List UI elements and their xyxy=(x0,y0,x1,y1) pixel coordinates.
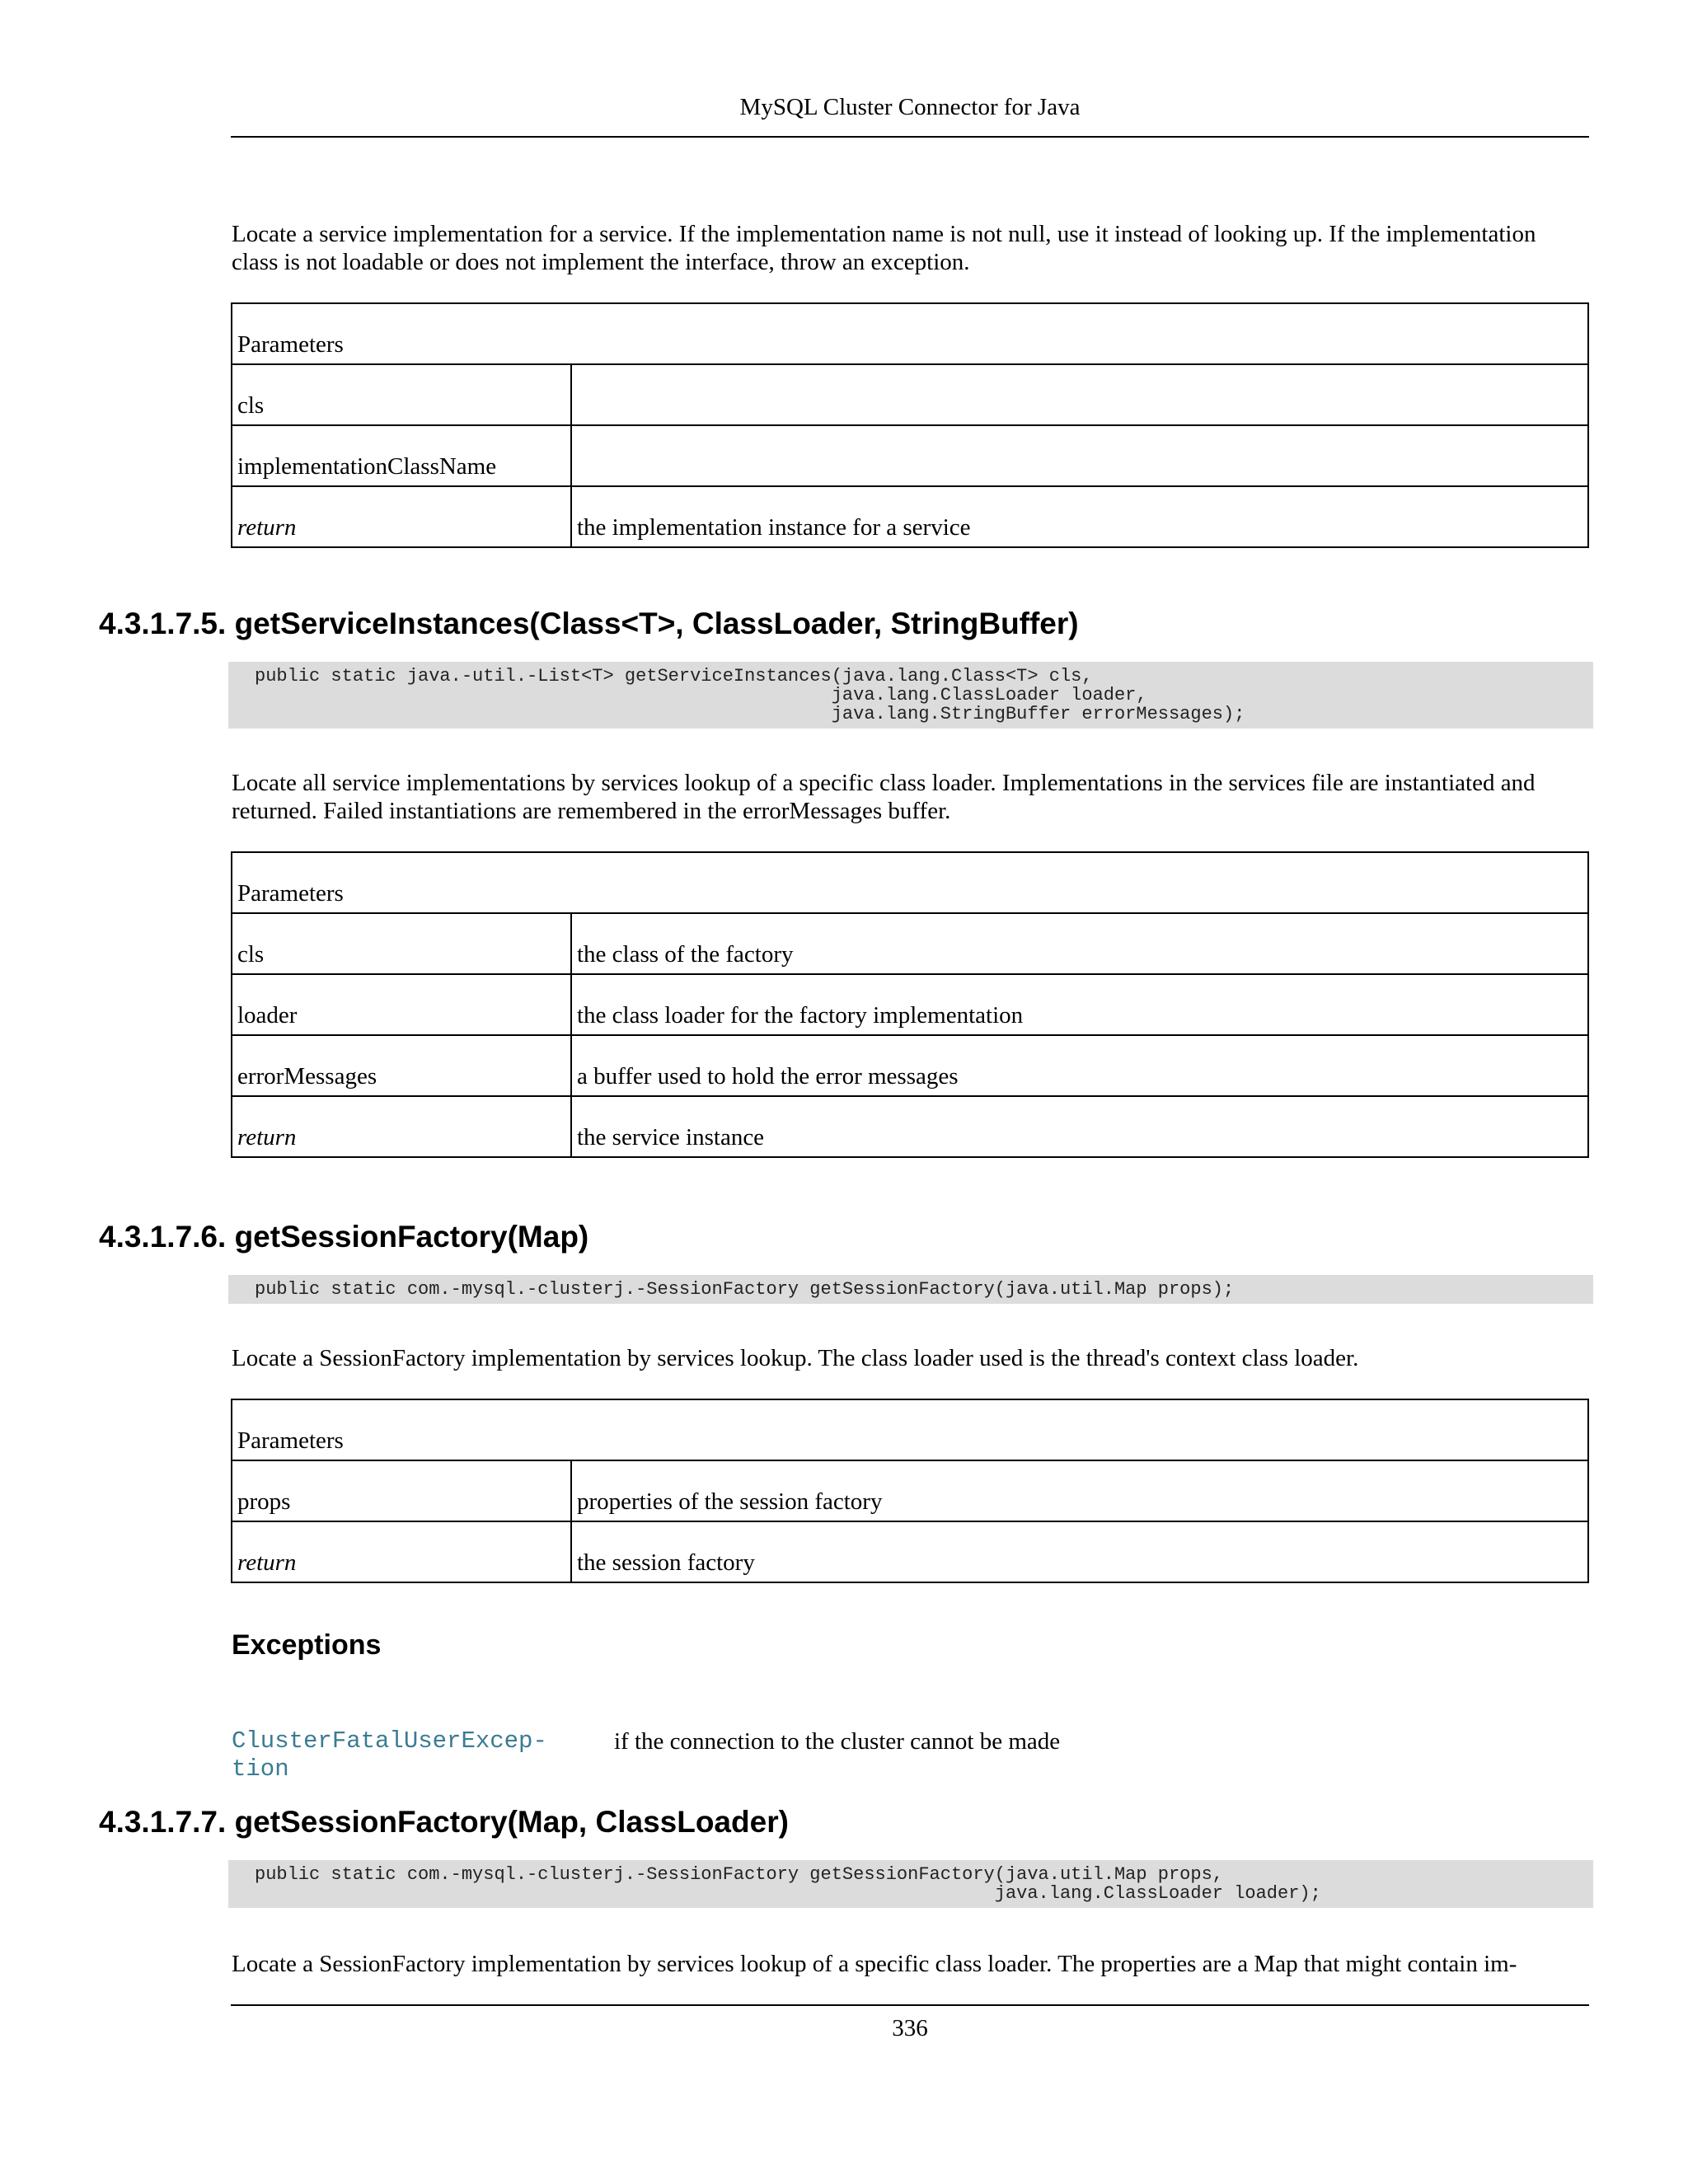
page-number: 336 xyxy=(892,2015,928,2041)
method-description: Locate a SessionFactory implementation by services lookup of a specific class loader. The properties are a Map that might contain im- xyxy=(232,1951,1517,1977)
table-row xyxy=(232,913,1588,974)
param-name: return xyxy=(232,1521,571,1582)
param-name: props xyxy=(232,1460,571,1521)
exceptions-heading: Exceptions xyxy=(232,1629,382,1661)
param-name: return xyxy=(232,1096,571,1157)
parameters-header: Parameters xyxy=(232,303,1588,364)
param-name: loader xyxy=(232,974,571,1035)
header-rule xyxy=(231,136,1589,138)
section-heading-getsessionfactory-map-classloader: 4.3.1.7.7. getSessionFactory(Map, ClassLoader) xyxy=(99,1805,789,1839)
param-name: errorMessages xyxy=(232,1035,571,1096)
param-desc: a buffer used to hold the error messages xyxy=(571,1035,1588,1096)
param-name: implementationClassName xyxy=(232,425,571,486)
table-row xyxy=(232,974,1588,1035)
table-row xyxy=(232,1521,1588,1582)
footer-rule xyxy=(231,2004,1589,2006)
param-desc: the session factory xyxy=(571,1521,1588,1582)
param-desc: the implementation instance for a service xyxy=(571,486,1588,547)
table-header-row xyxy=(232,1399,1588,1460)
table-row xyxy=(232,486,1588,547)
table-row xyxy=(232,1096,1588,1157)
table-header-row xyxy=(232,303,1588,364)
section-heading-getserviceinstances: 4.3.1.7.5. getServiceInstances(Class<T>, ClassLoader, StringBuffer) xyxy=(99,607,1079,640)
table-header-row xyxy=(232,852,1588,913)
section-heading-getsessionfactory-map: 4.3.1.7.6. getSessionFactory(Map) xyxy=(99,1220,589,1254)
parameters-header: Parameters xyxy=(232,852,1588,913)
method-description: Locate all service implementations by services lookup of a specific class loader. Implementations in the services file are instantiated and returned. Failed instantiations are remembered in the errorMessages buffer. xyxy=(232,770,1536,824)
param-desc xyxy=(571,425,1588,486)
param-desc xyxy=(571,364,1588,425)
code-signature: public static com.-mysql.-clusterj.-SessionFactory getSessionFactory(java.util.Map props, java.lang.ClassLoader loader); xyxy=(228,1860,1593,1908)
param-name: cls xyxy=(232,364,571,425)
parameters-header: Parameters xyxy=(232,1399,1588,1460)
param-name: cls xyxy=(232,913,571,974)
code-signature: public static com.-mysql.-clusterj.-SessionFactory getSessionFactory(java.util.Map props); xyxy=(228,1275,1593,1304)
exception-link[interactable]: ClusterFatalUserExcep- tion xyxy=(232,1727,547,1783)
param-desc: the class of the factory xyxy=(571,913,1588,974)
method-description: Locate a SessionFactory implementation by services lookup. The class loader used is the thread's context class loader. xyxy=(232,1345,1359,1371)
parameters-table xyxy=(231,302,1589,548)
exception-description: if the connection to the cluster cannot be made xyxy=(614,1728,1061,1755)
parameters-table xyxy=(231,851,1589,1158)
table-row xyxy=(232,425,1588,486)
param-desc: the class loader for the factory implementation xyxy=(571,974,1588,1035)
code-signature: public static java.-util.-List<T> getServiceInstances(java.lang.Class<T> cls, java.lang.ClassLoader loader, java.lang.StringBuffer errorMessages); xyxy=(228,662,1593,729)
parameters-table xyxy=(231,1399,1589,1583)
table-row xyxy=(232,1460,1588,1521)
table-row xyxy=(232,1035,1588,1096)
param-name: return xyxy=(232,486,571,547)
table-row xyxy=(232,364,1588,425)
param-desc: properties of the session factory xyxy=(571,1460,1588,1521)
param-desc: the service instance xyxy=(571,1096,1588,1157)
method-description: Locate a service implementation for a service. If the implementation name is not null, use it instead of looking up. If the implementation class is not loadable or does not implement the interface, throw an exception. xyxy=(232,221,1536,275)
running-header: MySQL Cluster Connector for Java xyxy=(739,94,1081,120)
